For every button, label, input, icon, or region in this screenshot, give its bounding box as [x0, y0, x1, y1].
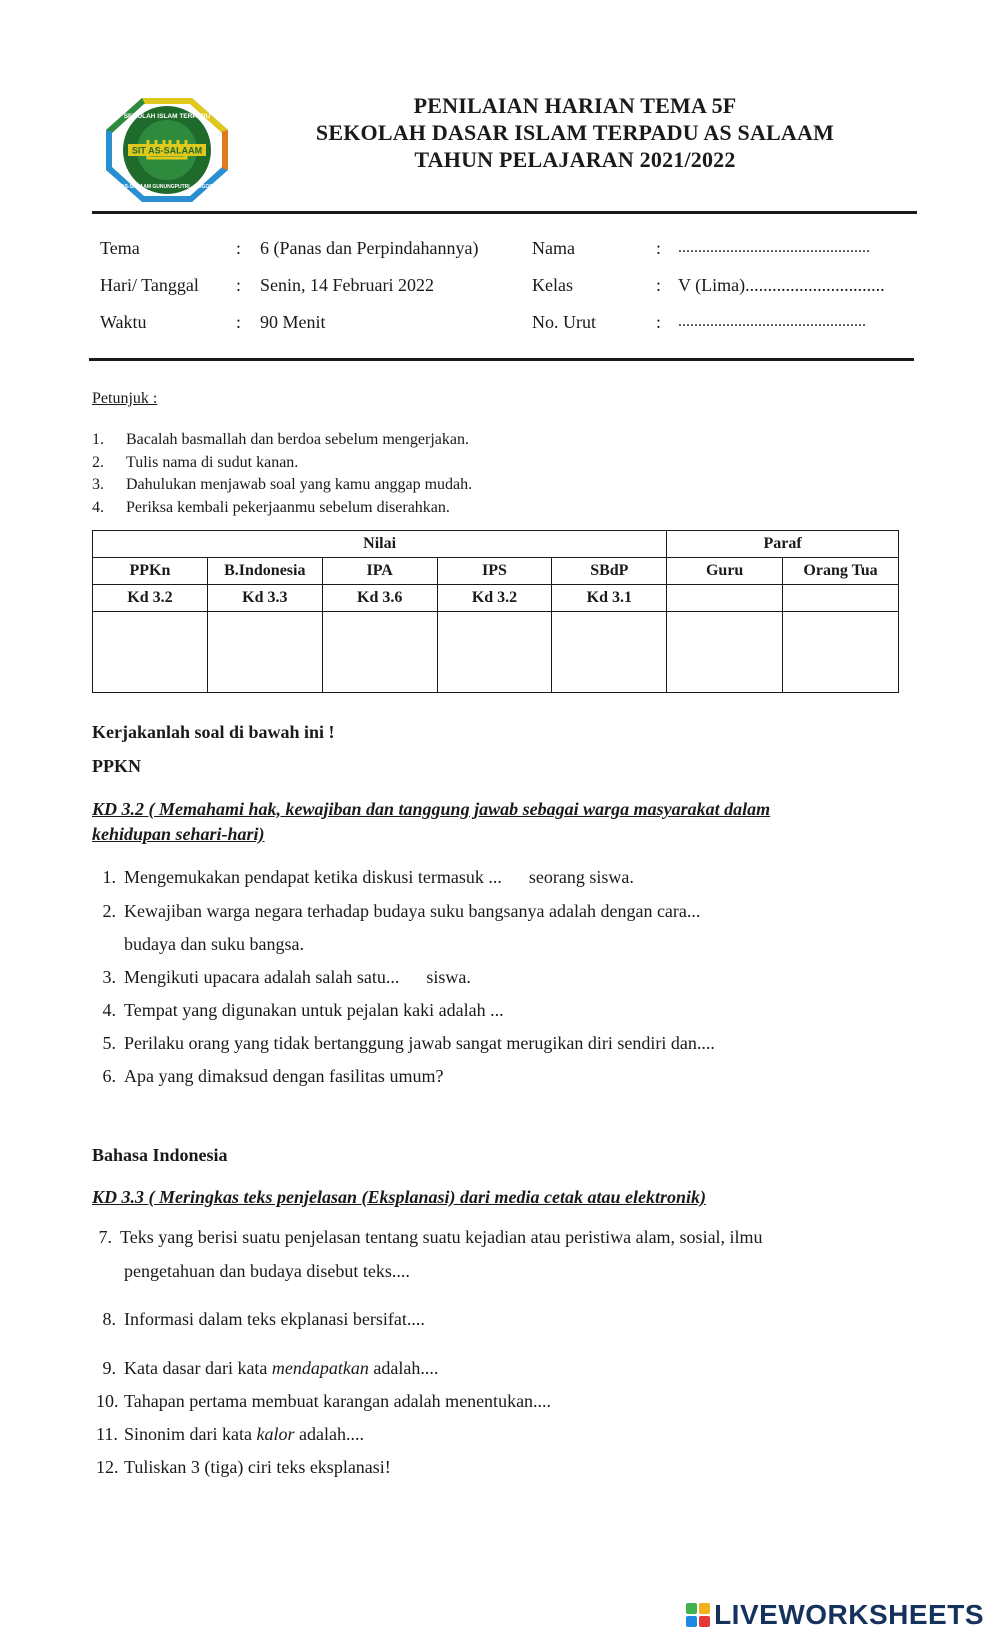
ppkn-kd-line-1: KD 3.2 ( Memahami hak, kewajiban dan tanggung jawab sebagai warga masyarakat dalam [92, 799, 771, 819]
logo-top-text: SEKOLAH ISLAM TERPADU [123, 113, 211, 120]
nama-label: Nama [532, 238, 575, 258]
ppkn-heading: PPKN [92, 756, 141, 776]
question-number: 5. [102, 1033, 116, 1053]
empty-cell [667, 585, 783, 612]
question-number: 2. [102, 901, 116, 921]
waktu-separator: : [236, 312, 242, 332]
list-text: Bacalah basmallah dan berdoa sebelum mengerjakan. [126, 431, 469, 448]
list-number: 4. [92, 498, 104, 516]
kd-cell: Kd 3.2 [437, 585, 552, 612]
kelas-field[interactable]: V (Lima)............................... [678, 275, 885, 295]
liveworksheets-logo-icon [686, 1603, 710, 1627]
question-number: 6. [102, 1066, 116, 1086]
question-text: Kewajiban warga negara terhadap budaya suku bangsanya adalah dengan cara... [124, 901, 701, 921]
question-number: 3. [102, 967, 116, 987]
logo-banner-text: SIT AS-SALAAM [131, 145, 203, 156]
question-text-post: adalah.... [368, 1358, 439, 1378]
list-number: 1. [92, 431, 104, 448]
header-divider [92, 211, 917, 214]
instruction-heading: Kerjakanlah soal di bawah ini ! [92, 722, 335, 742]
title-line-2: SEKOLAH DASAR ISLAM TERPADU AS SALAAM [315, 120, 835, 145]
question-text [124, 1357, 438, 1379]
question-text: Teks yang berisi suatu penjelasan tentang suatu kejadian atau peristiwa alam, sosial, ilmu [120, 1227, 763, 1247]
question-number: 4. [102, 1000, 116, 1020]
nama-field[interactable]: ................................................ [678, 239, 870, 256]
score-cell[interactable] [93, 612, 208, 693]
kd-cell: Kd 3.2 [93, 585, 208, 612]
question-text-pre: Sinonim dari kata [124, 1424, 257, 1444]
question-emphasis: kalor [256, 1424, 295, 1444]
score-cell[interactable] [437, 612, 552, 693]
question-text-post: adalah.... [294, 1424, 364, 1444]
no-urut-field[interactable]: ............................................... [678, 313, 866, 330]
paraf-guru-cell[interactable] [667, 612, 783, 693]
tema-separator: : [236, 238, 242, 258]
hari-tanggal-value: Senin, 14 Februari 2022 [260, 275, 434, 295]
question-number: 11. [96, 1424, 118, 1444]
subject-header-ips: IPS [437, 558, 552, 585]
no-urut-label: No. Urut [532, 312, 596, 332]
question-number: 9. [102, 1358, 116, 1378]
question-text: Informasi dalam teks ekplanasi bersifat.... [124, 1309, 425, 1329]
no-urut-separator: : [656, 312, 662, 332]
question-text: Tuliskan 3 (tiga) ciri teks eksplanasi! [124, 1457, 391, 1477]
hari-tanggal-separator: : [236, 275, 242, 295]
question-text: Mengemukakan pendapat ketika diskusi termasuk ... seorang siswa. [124, 867, 634, 887]
waktu-label: Waktu [100, 312, 147, 332]
question-text-pre: Kata dasar dari kata [124, 1358, 272, 1378]
bindo-heading: Bahasa Indonesia [92, 1145, 228, 1165]
question-text: Perilaku orang yang tidak bertanggung jawab sangat merugikan diri sendiri dan.... [124, 1033, 715, 1053]
question-text: Mengikuti upacara adalah salah satu... siswa. [124, 967, 471, 987]
liveworksheets-watermark[interactable] [686, 1598, 984, 1632]
empty-cell [783, 585, 899, 612]
kd-cell: Kd 3.3 [207, 585, 322, 612]
question-text: Apa yang dimaksud dengan fasilitas umum? [124, 1066, 444, 1086]
list-text: Tulis nama di sudut kanan. [126, 453, 299, 471]
question-text: pengetahuan dan budaya disebut teks.... [124, 1261, 410, 1281]
school-logo [104, 96, 230, 204]
kelas-label: Kelas [532, 275, 573, 295]
subject-header-sbdp: SBdP [552, 558, 667, 585]
paraf-orangtua-header: Orang Tua [783, 558, 899, 585]
list-number: 3. [92, 476, 104, 493]
kd-cell: Kd 3.1 [552, 585, 667, 612]
nama-separator: : [656, 238, 662, 258]
paraf-guru-header: Guru [667, 558, 783, 585]
title-line-1: PENILAIAN HARIAN TEMA 5F [413, 93, 737, 118]
document-title [230, 92, 920, 173]
subject-header-ppkn: PPKn [93, 558, 208, 585]
info-divider [89, 358, 914, 361]
question-number: 8. [102, 1309, 116, 1329]
logo-bottom-text: AS-SALAAM GUNUNGPUTRI - BOGOR [121, 184, 213, 190]
nilai-header: Nilai [93, 531, 667, 558]
question-text [124, 1423, 364, 1445]
subject-header-ipa: IPA [322, 558, 437, 585]
ppkn-kd-line-2: kehidupan sehari-hari) [92, 824, 265, 844]
tema-value: 6 (Panas dan Perpindahannya) [260, 238, 479, 258]
list-number: 2. [92, 453, 104, 471]
question-text: Tempat yang digunakan untuk pejalan kaki adalah ... [124, 1000, 504, 1020]
subject-header-bindonesia: B.Indonesia [207, 558, 322, 585]
question-number: 7. [98, 1227, 112, 1247]
kd-cell: Kd 3.6 [322, 585, 437, 612]
bindo-kd-line: KD 3.3 ( Meringkas teks penjelasan (Eksplanasi) dari media cetak atau elektronik) [92, 1187, 707, 1207]
hari-tanggal-label: Hari/ Tanggal [100, 275, 199, 295]
question-text: budaya dan suku bangsa. [124, 934, 304, 954]
waktu-value: 90 Menit [260, 312, 326, 332]
title-line-3: TAHUN PELAJARAN 2021/2022 [414, 147, 736, 172]
question-number: 10. [96, 1391, 119, 1411]
petunjuk-title: Petunjuk : [92, 390, 158, 407]
score-cell[interactable] [552, 612, 667, 693]
list-text: Dahulukan menjawab soal yang kamu anggap mudah. [126, 476, 473, 493]
paraf-header: Paraf [667, 531, 899, 558]
question-number: 1. [102, 867, 116, 887]
tema-label: Tema [100, 238, 140, 258]
list-text: Periksa kembali pekerjaanmu sebelum diserahkan. [126, 498, 450, 516]
watermark-text: LIVEWORKSHEETS [714, 1599, 984, 1630]
question-emphasis: mendapatkan [271, 1358, 369, 1378]
kelas-separator: : [656, 275, 662, 295]
question-number: 12. [96, 1457, 119, 1477]
paraf-orangtua-cell[interactable] [783, 612, 899, 693]
nilai-table [92, 530, 899, 693]
score-cell[interactable] [207, 612, 322, 693]
score-cell[interactable] [322, 612, 437, 693]
question-text: Tahapan pertama membuat karangan adalah menentukan.... [124, 1391, 552, 1411]
